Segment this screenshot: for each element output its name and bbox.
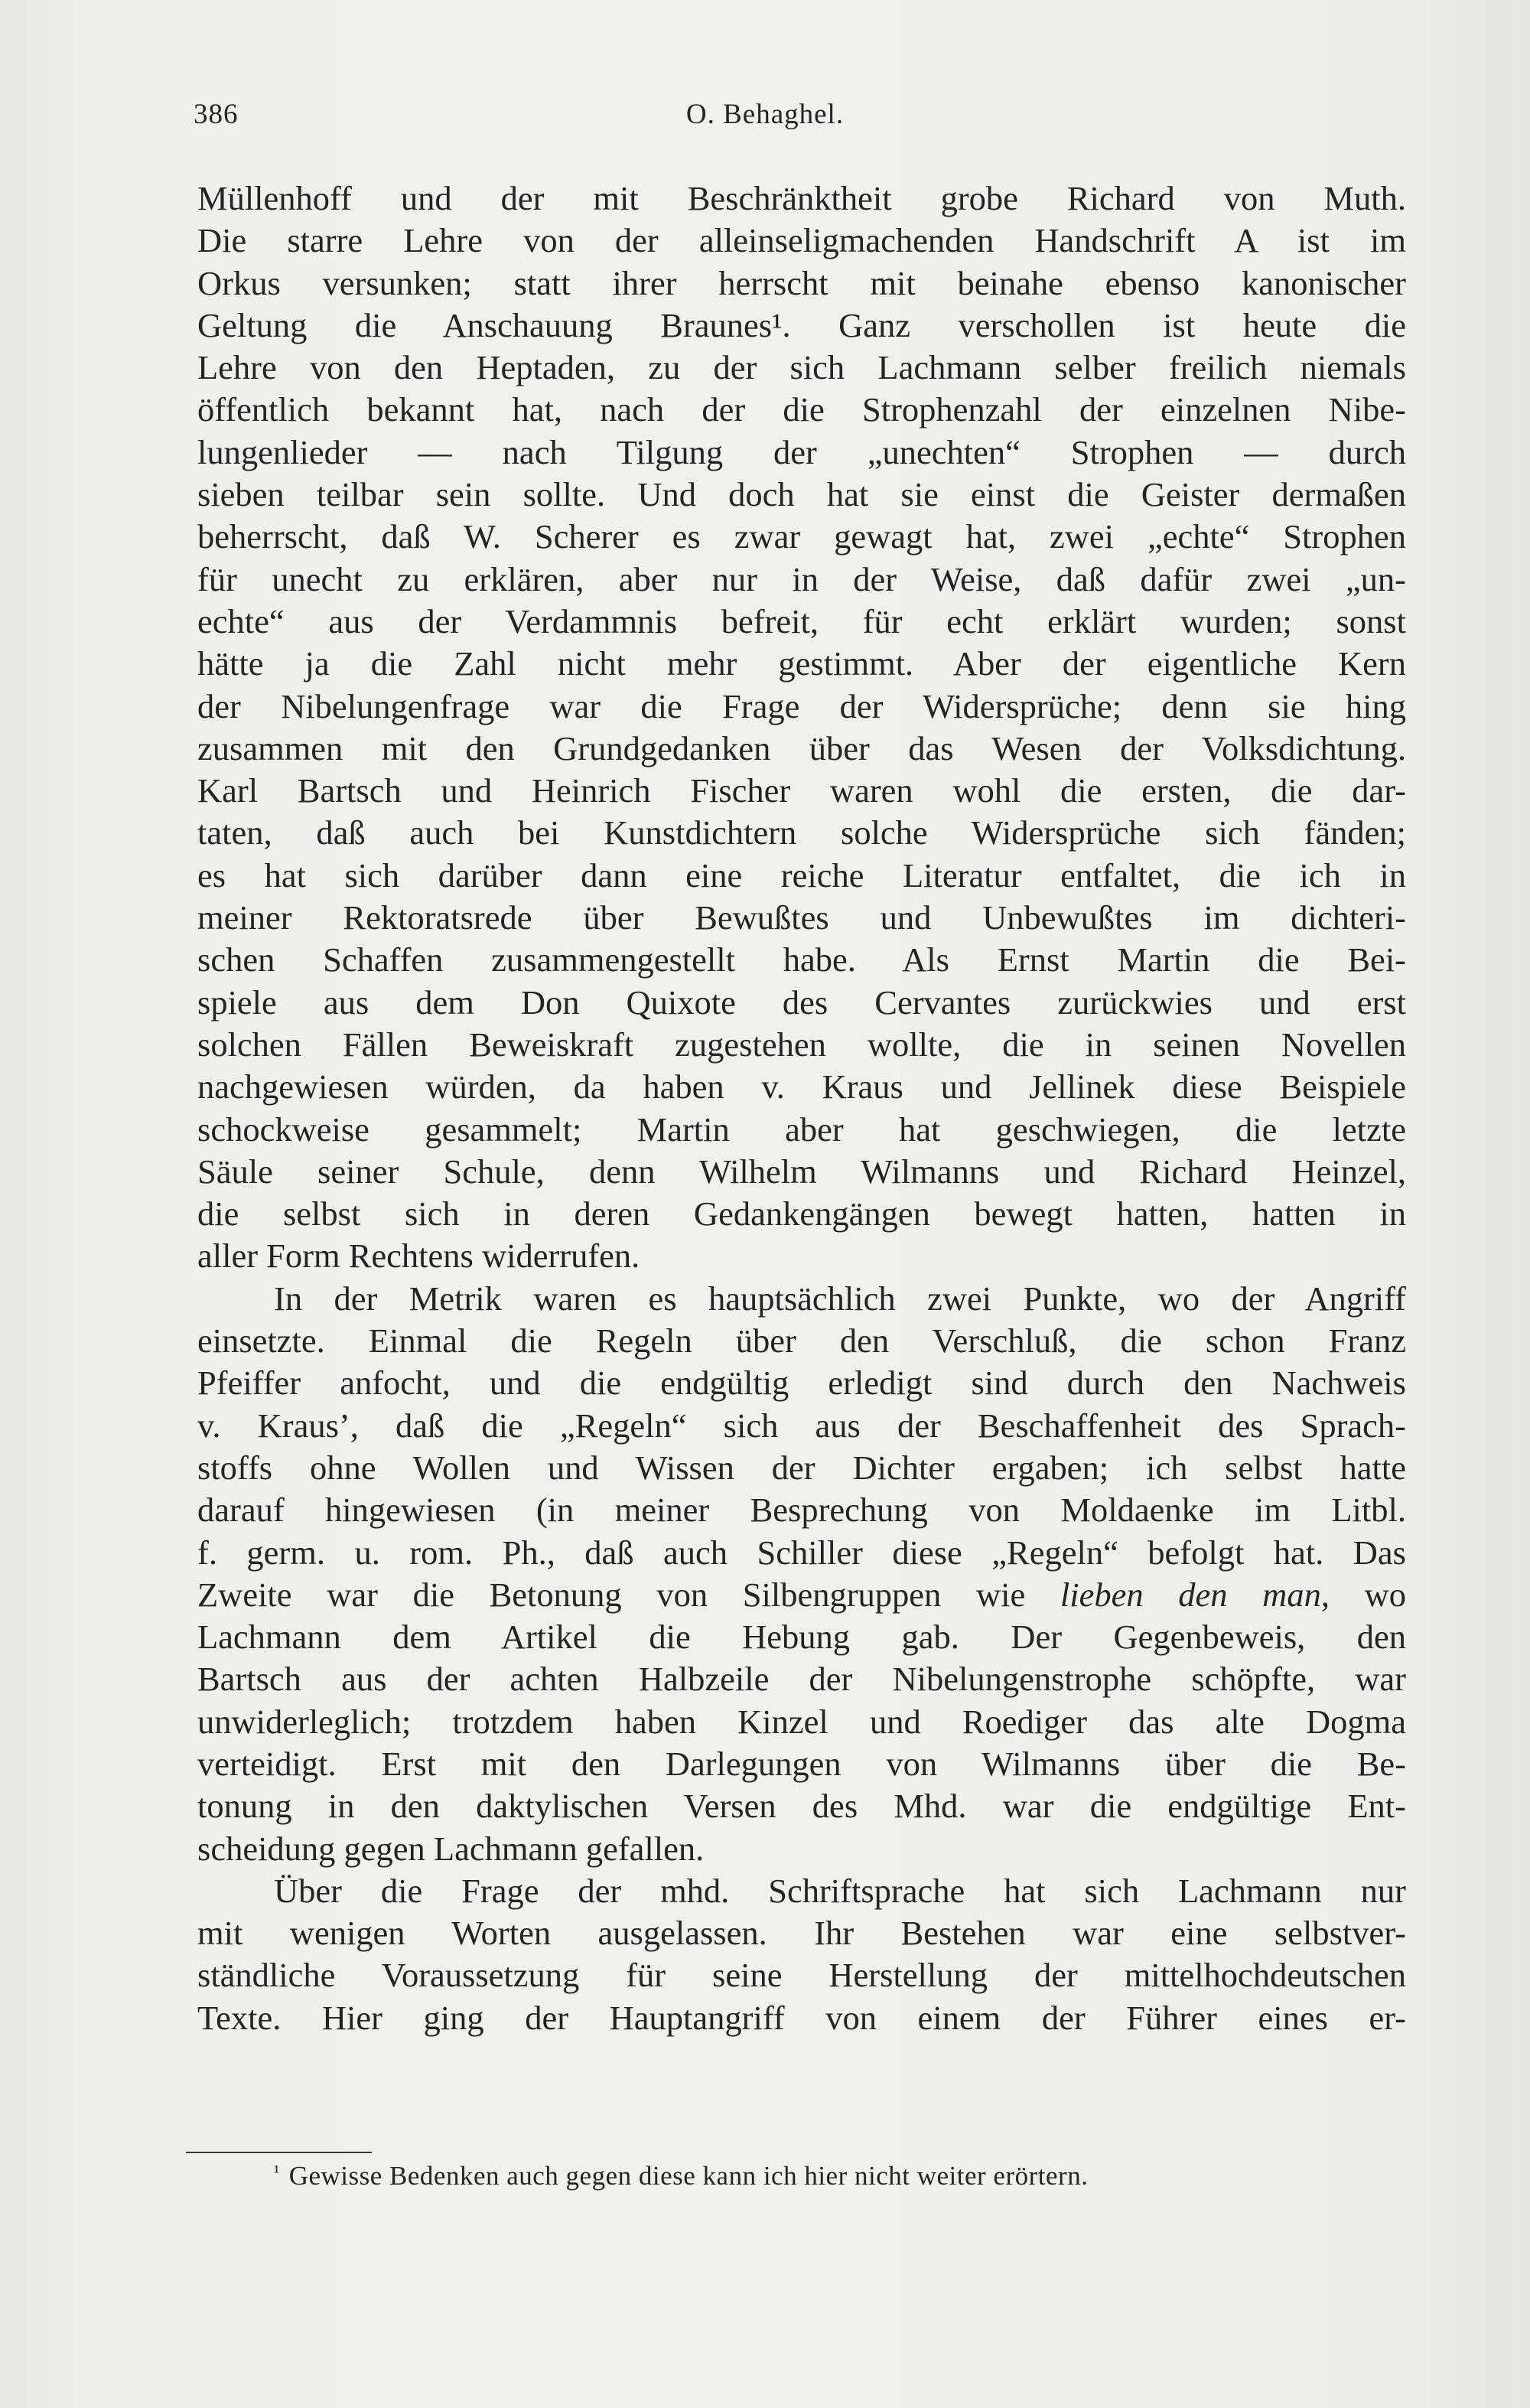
text-line: für unecht zu erklären, aber nur in der Weise, daß dafür zwei „un- bbox=[197, 559, 1406, 598]
text-line: v. Kraus’, daß die „Regeln“ sich aus der Beschaffenheit des Sprach- bbox=[197, 1406, 1406, 1445]
italic-example: lieben den man bbox=[1060, 1575, 1321, 1614]
text-line: beherrscht, daß W. Scherer es zwar gewagt hat, zwei „echte“ Strophen bbox=[197, 517, 1406, 556]
text-line: mit wenigen Worten ausgelassen. Ihr Bestehen war eine selbstver- bbox=[197, 1914, 1406, 1953]
text-line: ständliche Voraussetzung für seine Herstellung der mittelhochdeutschen bbox=[197, 1956, 1406, 1995]
text-line: Säule seiner Schule, denn Wilhelm Wilmanns und Richard Heinzel, bbox=[197, 1152, 1406, 1191]
text-line: sieben teilbar sein sollte. Und doch hat sie einst die Geister dermaßen bbox=[197, 475, 1406, 514]
paragraph-1 bbox=[197, 178, 1406, 1278]
text-line: Karl Bartsch und Heinrich Fischer waren wohl die ersten, die dar- bbox=[197, 771, 1406, 810]
text-line: Zweite war die Betonung von Silbengruppen wie lieben den man, wo bbox=[197, 1575, 1407, 1614]
footnote-rule bbox=[186, 2152, 372, 2153]
footnote-marker: ¹ bbox=[274, 2162, 280, 2182]
page-header bbox=[0, 98, 1530, 144]
text-line: darauf hingewiesen (in meiner Besprechung von Moldaenke im Litbl. bbox=[197, 1491, 1406, 1530]
text-line: Über die Frage der mhd. Schriftsprache hat sich Lachmann nur bbox=[274, 1871, 1406, 1910]
text-line: Pfeiffer anfocht, und die endgültig erledigt sind durch den Nachweis bbox=[197, 1364, 1406, 1403]
text-line: schockweise gesammelt; Martin aber hat geschwiegen, die letzte bbox=[197, 1110, 1406, 1149]
text-line: Müllenhoff und der mit Beschränktheit grobe Richard von Muth. bbox=[197, 179, 1406, 217]
text-line: der Nibelungenfrage war die Frage der Widersprüche; denn sie hing bbox=[197, 686, 1406, 725]
text-line: Texte. Hier ging der Hauptangriff von einem der Führer eines er- bbox=[197, 1998, 1406, 2037]
text-line: schen Schaffen zusammengestellt habe. Als Ernst Martin die Bei- bbox=[197, 940, 1406, 979]
text-line: echte“ aus der Verdammnis befreit, für echt erklärt wurden; sonst bbox=[197, 601, 1406, 640]
text-line: Orkus versunken; statt ihrer herrscht mit beinahe ebenso kanonischer bbox=[197, 263, 1406, 302]
paragraph-2 bbox=[197, 1278, 1406, 1870]
text-line: f. germ. u. rom. Ph., daß auch Schiller diese „Regeln“ befolgt hat. Das bbox=[197, 1533, 1406, 1572]
text-line: die selbst sich in deren Gedankengängen bewegt hatten, hatten in bbox=[197, 1194, 1406, 1233]
text-line: solchen Fällen Beweiskraft zugestehen wollte, die in seinen Novellen bbox=[197, 1025, 1406, 1064]
text-line: Lehre von den Heptaden, zu der sich Lachmann selber freilich niemals bbox=[197, 348, 1406, 387]
text-line: es hat sich darüber dann eine reiche Literatur entfaltet, die ich in bbox=[197, 855, 1406, 894]
text-line: lungenlieder — nach Tilgung der „unechten“ Strophen — durch bbox=[197, 432, 1406, 471]
page-number: 386 bbox=[194, 99, 239, 130]
text-line: nachgewiesen würden, da haben v. Kraus und Jellinek diese Beispiele bbox=[197, 1067, 1406, 1106]
text-line: spiele aus dem Don Quixote des Cervantes zurückwies und erst bbox=[197, 982, 1406, 1022]
text-line: scheidung gegen Lachmann gefallen. bbox=[197, 1829, 705, 1868]
text-line: Geltung die Anschauung Braunes¹. Ganz verschollen ist heute die bbox=[197, 305, 1406, 344]
paragraph-3 bbox=[197, 1870, 1406, 2039]
body-text bbox=[197, 178, 1406, 2039]
text-line: hätte ja die Zahl nicht mehr gestimmt. Aber der eigentliche Kern bbox=[197, 644, 1406, 683]
text-line: öffentlich bekannt hat, nach der die Strophenzahl der einzelnen Nibe- bbox=[197, 390, 1406, 429]
text-line: Lachmann dem Artikel die Hebung gab. Der Gegenbeweis, den bbox=[197, 1618, 1406, 1657]
text-line: meiner Rektoratsrede über Bewußtes und Unbewußtes im dichteri- bbox=[197, 898, 1406, 937]
text-line: stoffs ohne Wollen und Wissen der Dichter ergaben; ich selbst hatte bbox=[197, 1448, 1406, 1487]
text-line: taten, daß auch bei Kunstdichtern solche Widersprüche sich fänden; bbox=[197, 813, 1406, 852]
footnote-text: Gewisse Bedenken auch gegen diese kann ich hier nicht weiter erörtern. bbox=[288, 2161, 1089, 2191]
text-line: Bartsch aus der achten Halbzeile der Nibelungenstrophe schöpfte, war bbox=[197, 1660, 1406, 1699]
footnote bbox=[197, 2154, 1406, 2195]
running-title: O. Behaghel. bbox=[685, 99, 845, 130]
text-line: Die starre Lehre von der alleinseligmachenden Handschrift A ist im bbox=[197, 221, 1406, 260]
text-line: In der Metrik waren es hauptsächlich zwei Punkte, wo der Angriff bbox=[274, 1279, 1406, 1318]
text-line: verteidigt. Erst mit den Darlegungen von Wilmanns über die Be- bbox=[197, 1744, 1406, 1783]
text-line: tonung in den daktylischen Versen des Mhd. war die endgültige Ent- bbox=[197, 1787, 1406, 1826]
text-line: einsetzte. Einmal die Regeln über den Verschluß, die schon Franz bbox=[197, 1321, 1406, 1360]
text-line: unwiderleglich; trotzdem haben Kinzel und Roediger das alte Dogma bbox=[197, 1702, 1406, 1741]
text-line: zusammen mit den Grundgedanken über das Wesen der Volksdichtung. bbox=[197, 728, 1406, 767]
text-line: aller Form Rechtens widerrufen. bbox=[197, 1237, 640, 1276]
